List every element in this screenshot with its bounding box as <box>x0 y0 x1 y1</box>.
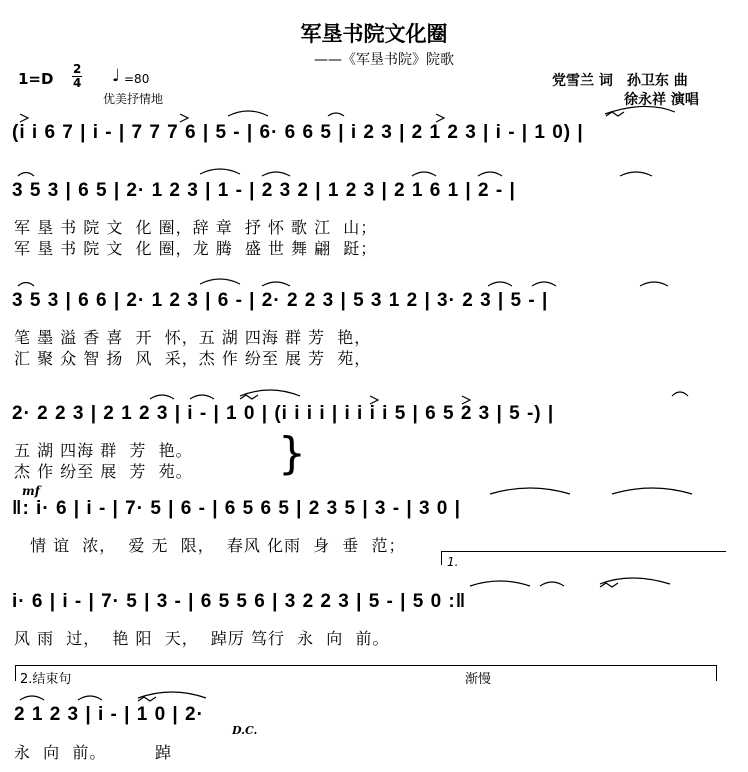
slur-icon <box>532 282 556 286</box>
lyric-line-5: 情 谊 浓， 爱 无 限， 春风 化雨 身 垂 范； <box>30 536 406 555</box>
volta-2-edge-left <box>15 665 16 681</box>
lyric-line-3b: 汇 聚 众 智 扬 风 采，杰 作 纷至 展 芳 苑， <box>14 349 372 368</box>
notation-line-7: 2 1 2 3 | i - | 1 0 | 2· <box>14 704 204 725</box>
trill-icon <box>606 112 624 116</box>
slur-icon <box>150 395 174 399</box>
notation-line-4: 2· 2 2 3 | 2 1 2 3 | i - | 1 0 | (i i i i | i i i i 5 | 6 5 2 3 | 5 -) | <box>12 403 555 424</box>
slur-icon <box>138 692 206 698</box>
dynamic-mark: mf <box>22 484 40 498</box>
time-signature-top: 2 <box>73 62 82 76</box>
volta-1-edge <box>441 551 442 565</box>
slur-icon <box>540 582 564 586</box>
key-signature: 1=D <box>18 70 54 88</box>
notation-line-6: i· 6 | i - | 7· 5 | 3 - | 6 5 5 6 | 3 2 2 3 | 5 - | 5 0 :‖ <box>12 591 467 612</box>
lyric-line-3a: 笔 墨 溢 香 喜 开 怀，五 湖 四海 群 芳 艳， <box>14 328 372 347</box>
slur-icon <box>478 172 502 176</box>
slur-icon <box>490 488 570 494</box>
accent-icon <box>180 114 188 122</box>
time-signature-bottom: 4 <box>73 76 82 90</box>
song-subtitle: ——《军垦书院》院歌 <box>314 52 454 68</box>
slur-icon <box>190 395 214 399</box>
slur-icon <box>612 488 692 494</box>
slur-icon <box>78 696 102 700</box>
volta-2-label: 2.结束句 <box>20 672 72 687</box>
expression-mark: 优美抒情地 <box>103 92 164 106</box>
song-title: 军垦书院文化圈 <box>300 22 448 46</box>
accent-icon <box>436 114 444 122</box>
notation-line-5: ‖: i· 6 | i - | 7· 5 | 6 - | 6 5 6 5 | 2 3 5 | 3 - | 3 0 | <box>12 498 461 519</box>
accent-icon <box>20 114 28 122</box>
lyric-line-2a: 军 垦 书 院 文 化 圈，辞 章 抒 怀 歌 江 山； <box>14 218 378 237</box>
trill-icon <box>240 395 258 399</box>
slur-icon <box>20 696 44 700</box>
volta-2-edge-right <box>716 665 717 681</box>
notation-line-1: (i i 6 7 | i - | 7 7 7 6 | 5 - | 6· 6 6 5 | i 2 3 | 2 1 2 3 | i - | 1 0) | <box>12 122 584 143</box>
slur-icon <box>262 282 290 286</box>
volta-2-bracket <box>15 665 717 666</box>
slur-icon <box>200 169 240 174</box>
trill-icon <box>600 583 618 587</box>
tempo-value: =80 <box>124 72 150 86</box>
fermata-icon <box>672 392 688 396</box>
slur-icon <box>240 390 300 396</box>
lyric-line-4b: 杰 作 纷至 展 芳 苑。 <box>14 462 193 481</box>
lyric-line-7: 永 向 前。 踔 <box>14 743 173 762</box>
slur-icon <box>600 578 670 584</box>
slur-icon <box>488 282 512 286</box>
slur-icon <box>328 113 344 116</box>
notation-line-2: 3 5 3 | 6 5 | 2· 1 2 3 | 1 - | 2 3 2 | 1 2 3 | 2 1 6 1 | 2 - | <box>12 180 516 201</box>
lyric-line-4a: 五 湖 四海 群 芳 艳。 <box>14 441 193 460</box>
slur-icon <box>262 172 290 176</box>
dc-mark: D.C. <box>232 724 258 737</box>
slur-icon <box>470 581 530 586</box>
credits-composer-lyricist: 党雪兰 词 孙卫东 曲 <box>552 73 688 89</box>
quarter-note-icon: ♩ <box>112 66 121 86</box>
credits-singer: 徐永祥 演唱 <box>624 92 699 108</box>
ritardando-mark: 渐慢 <box>465 672 492 687</box>
volta-1-label: 1. <box>447 555 459 569</box>
slur-icon <box>228 111 268 116</box>
slur-icon <box>18 173 34 177</box>
notation-line-3: 3 5 3 | 6 6 | 2· 1 2 3 | 6 - | 2· 2 2 3 | 5 3 1 2 | 3· 2 3 | 5 - | <box>12 290 549 311</box>
lyric-line-6: 风 雨 过， 艳 阳 天， 踔厉 笃行 永 向 前。 <box>14 629 390 648</box>
trill-icon <box>138 697 156 701</box>
slur-icon <box>620 172 652 176</box>
slur-icon <box>412 172 436 176</box>
lyric-line-2b: 军 垦 书 院 文 化 圈，龙 腾 盛 世 舞 翩 跹； <box>14 239 378 258</box>
slur-icon <box>200 279 240 284</box>
volta-1-bracket <box>441 551 726 552</box>
slur-icon <box>18 283 34 287</box>
lyric-brace-icon: } <box>278 428 306 479</box>
slur-icon <box>640 282 668 286</box>
